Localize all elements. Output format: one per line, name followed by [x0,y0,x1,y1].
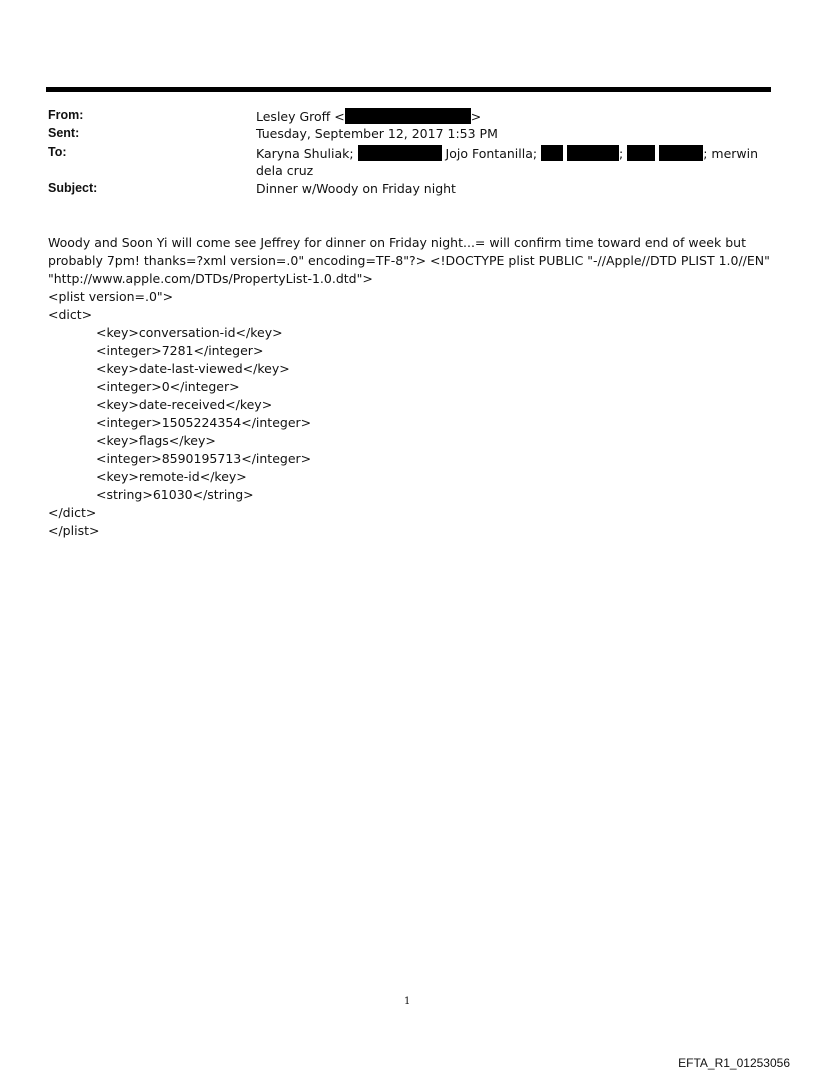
to-recipient-1: Karyna Shuliak; [256,146,354,161]
from-name: Lesley Groff < [256,109,345,124]
redaction-box [345,108,471,124]
plist-line: <integer>7281</integer> [96,343,264,358]
plist-line: <key>remote-id</key> [96,469,247,484]
redaction-box [541,145,563,161]
to-value [256,145,758,161]
body-line: <dict> [48,307,93,322]
redaction-box [627,145,655,161]
subject-value: Dinner w/Woody on Friday night [256,181,456,196]
from-label: From: [48,108,84,122]
redaction-box [358,145,442,161]
plist-line: <string>61030</string> [96,487,254,502]
body-line: probably 7pm! thanks=?xml version=.0" encoding=TF-8"?> <!DOCTYPE plist PUBLIC "-//Apple//DTD PLIST 1.0//EN" [48,253,770,268]
page-number: 1 [404,996,411,1007]
to-label: To: [48,145,67,159]
redaction-box [659,145,703,161]
to-separator: ; [619,146,624,161]
body-line: Woody and Soon Yi will come see Jeffrey for dinner on Friday night...= will confirm time toward end of week but [48,235,746,250]
to-recipient-3: ; merwin [703,146,759,161]
plist-line: <key>flags</key> [96,433,216,448]
plist-line: <integer>8590195713</integer> [96,451,312,466]
sent-value: Tuesday, September 12, 2017 1:53 PM [256,126,498,141]
plist-line: <key>conversation-id</key> [96,325,283,340]
plist-line: <integer>0</integer> [96,379,240,394]
redaction-box [567,145,619,161]
subject-label: Subject: [48,181,98,195]
bates-number: EFTA_R1_01253056 [678,1056,790,1070]
plist-line: <key>date-received</key> [96,397,273,412]
from-name-end: > [470,109,482,124]
plist-line: <integer>1505224354</integer> [96,415,312,430]
to-value-line2: dela cruz [256,163,314,178]
body-line: "http://www.apple.com/DTDs/PropertyList-1.0.dtd"> [48,271,373,286]
sent-label: Sent: [48,126,80,140]
body-line: <plist version=.0"> [48,289,174,304]
to-recipient-2: Jojo Fontanilla; [445,146,538,161]
plist-line: <key>date-last-viewed</key> [96,361,290,376]
from-value [256,108,481,124]
body-line: </dict> [48,505,97,520]
header-rule [46,87,771,92]
body-line: </plist> [48,523,100,538]
